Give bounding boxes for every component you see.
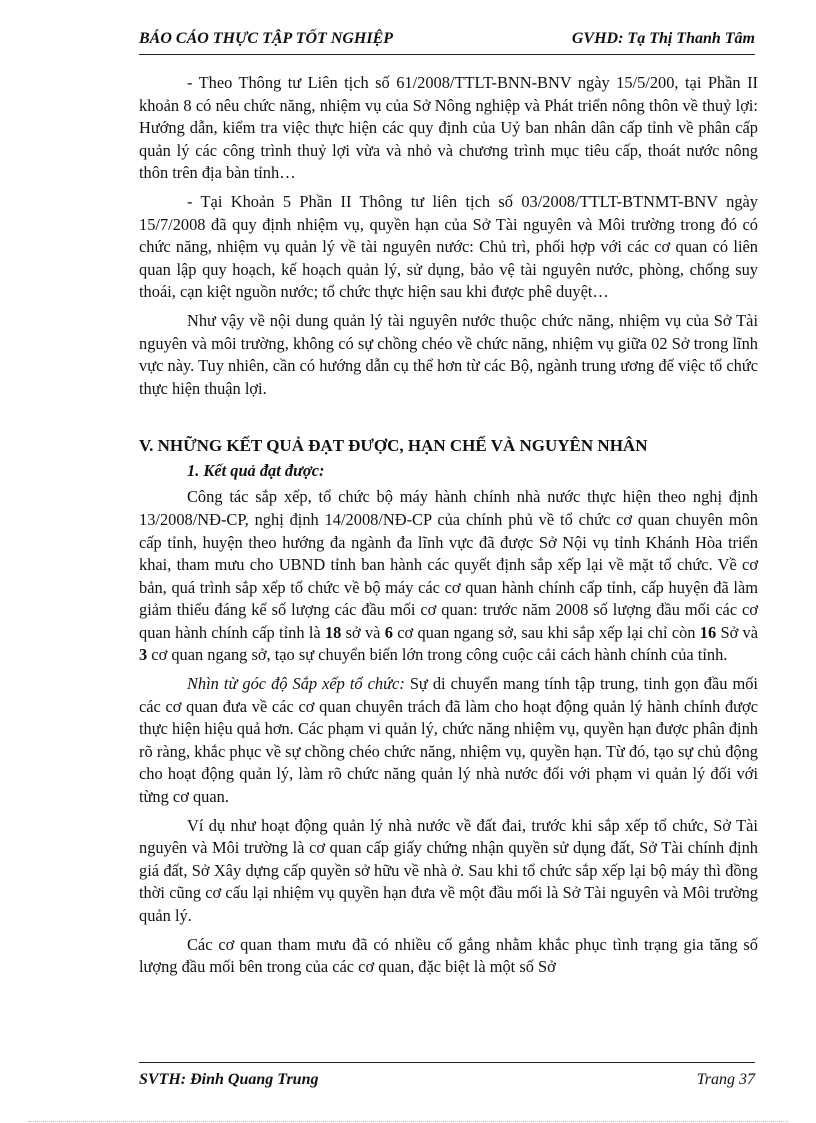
advisor-name: GVHD: Tạ Thị Thanh Tâm: [571, 30, 755, 47]
paragraph-results: Công tác sắp xếp, tổ chức bộ máy hành chính nhà nước thực hiện theo nghị định 13/2008/NĐ-CP, nghị định 14/2008/NĐ-CP của chính phủ về tổ chức cơ quan chuyên môn cấp tỉnh, huyện theo hướng đa ngành đa lĩnh vực đã được Sở Nội vụ tỉnh Khánh Hòa triển khai, tham mưu cho UBND tỉnh ban hành các quyết định sắp xếp lại về mặt tổ chức. Về cơ bản, quá trình sắp xếp tổ chức về bộ máy các cơ quan hành chính cấp tỉnh, cấp huyện đã làm giảm thiểu đáng kể số lượng các đầu mối cơ quan: trước năm 2008 số lượng đầu mối các cơ quan hành chính cấp tỉnh là 18 sở và 6 cơ quan ngang sở, sau khi sắp xếp lại chỉ còn 16 Sở và 3 cơ quan ngang sở, tạo sự chuyển biến lớn trong công cuộc cải cách hành chính của tỉnh.: [139, 487, 759, 665]
paragraph-conclusion: Như vậy về nội dung quản lý tài nguyên nước thuộc chức năng, nhiệm vụ của Sở Tài nguyên và môi trường, không có sự chồng chéo về chức năng, nhiệm vụ giữa 02 Sở trong lĩnh vực này. Tuy nhiên, cần có hướng dẫn cụ thể hơn từ các Bộ, ngành trung ương để việc tổ chức thực hiện thuận lợi.: [139, 310, 758, 398]
report-title: BÁO CÁO THỰC TẬP TỐT NGHIỆP: [139, 30, 394, 47]
count-old-departments: 18: [324, 622, 342, 642]
count-old-agencies: 6: [384, 622, 393, 642]
count-new-departments: 16: [699, 622, 717, 642]
paragraph-land-example: Ví dụ như hoạt động quản lý nhà nước về đất đai, trước khi sắp xếp tổ chức, Sở Tài nguyên và Môi trường là cơ quan cấp giấy chứng nhận quyền sử dụng đất, Sở Tài chính định giá đất, Sở Xây dựng cấp quyền sở hữu về nhà ở. Sau khi tổ chức sắp xếp lại bộ máy thì đồng thời cũng cơ cấu lại nhiệm vụ quyền hạn đưa về một đầu mối là Sở Tài nguyên và Môi trường quản lý.: [139, 815, 758, 925]
subsection-heading: 1. Kết quả đạt được:: [187, 461, 325, 481]
page-header: [139, 28, 755, 55]
page-edge-divider: [28, 1121, 788, 1122]
paragraph-circular-61: - Theo Thông tư Liên tịch số 61/2008/TTLT-BNN-BNV ngày 15/5/200, tại Phần II khoản 8 có nêu chức năng, nhiệm vụ của Sở Nông nghiệp và Phát triển nông thôn về thuỷ lợi: Hướng dẫn, kiểm tra việc thực hiện các quy định của Uỷ ban nhân dân cấp tỉnh về phân cấp quản lý các công trình thuỷ lợi vừa và nhỏ và chương trình mục tiêu cấp, thoát nước nông thôn trên địa bàn tỉnh…: [139, 73, 758, 183]
paragraph-perspective: Nhìn từ góc độ Sắp xếp tổ chức: Sự di chuyển mang tính tập trung, tinh gọn đầu mối các cơ quan đưa về các cơ quan chuyên trách đã làm cho hoạt động quản lý hành chính được thực hiện hiệu quả hơn. Các phạm vi quản lý, chức năng nhiệm vụ, quyền hạn được phân định rõ ràng, khắc phục về sự chồng chéo chức năng, nhiệm vụ, quyền hạn. Từ đó, tạo sự chủ động cho hoạt động quản lý, làm rõ chức năng quản lý nhà nước đối với phạm vi quản lý đối với từng cơ quan.: [139, 674, 758, 807]
paragraph-advisory: Các cơ quan tham mưu đã có nhiều cố gắng nhằm khắc phục tình trạng gia tăng số lượng đầu mối bên trong của các cơ quan, đặc biệt là một số Sở: [139, 934, 758, 977]
section-heading: V. NHỮNG KẾT QUẢ ĐẠT ĐƯỢC, HẠN CHẾ VÀ NGUYÊN NHÂN: [139, 436, 648, 456]
paragraph-circular-03: - Tại Khoản 5 Phần II Thông tư liên tịch số 03/2008/TTLT-BTNMT-BNV ngày 15/7/2008 đã quy định nhiệm vụ, quyền hạn của Sở Tài nguyên và Môi trường trong đó có chức năng, nhiệm vụ quản lý về tài nguyên nước: Chủ trì, phối hợp với các cơ quan có liên quan lập quy hoạch, kế hoạch quản lý, sử dụng, bảo vệ tài nguyên nước, phòng, chống suy thoái, cạn kiệt nguồn nước; tổ chức thực hiện sau khi được phê duyệt…: [139, 191, 758, 302]
student-name: SVTH: Đinh Quang Trung: [139, 1071, 319, 1088]
document-body: [139, 72, 758, 985]
page-footer: [139, 1062, 755, 1089]
count-new-agencies: 3: [139, 645, 148, 665]
page-number: Trang 37: [696, 1071, 755, 1088]
perspective-lead: Nhìn từ góc độ Sắp xếp tổ chức:: [187, 674, 405, 694]
